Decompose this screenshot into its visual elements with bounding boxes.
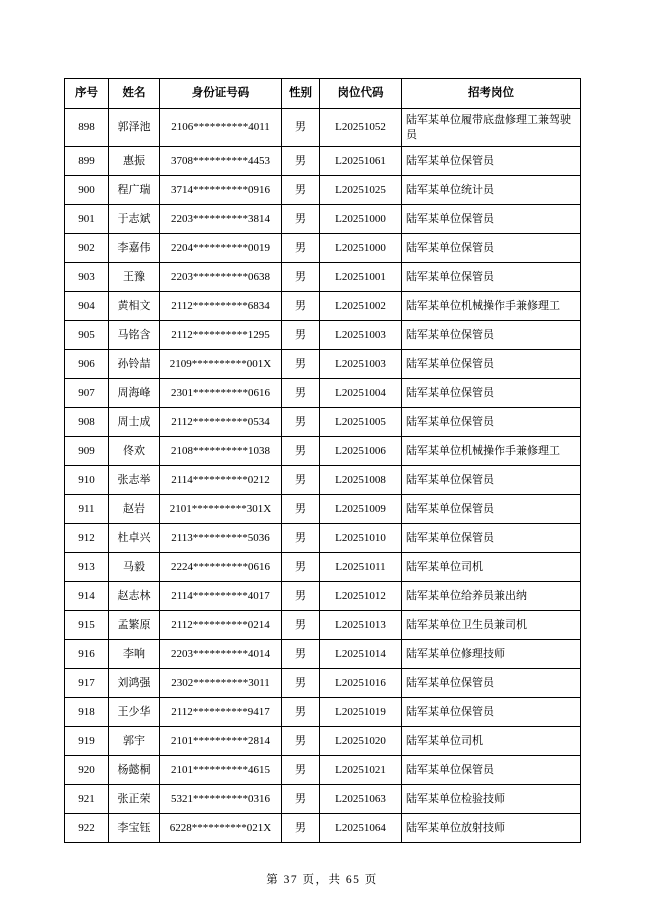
table-cell: 2112**********6834 [160, 292, 282, 321]
table-cell: 2114**********0212 [160, 466, 282, 495]
table-cell: L20251005 [320, 408, 402, 437]
table-cell: 杨懿桐 [109, 756, 160, 785]
table-cell: 2203**********0638 [160, 263, 282, 292]
table-cell: 男 [282, 524, 320, 553]
table-cell: 陆军某单位履带底盘修理工兼驾驶员 [402, 109, 581, 147]
table-cell: 陆军某单位保管员 [402, 379, 581, 408]
table-cell: 陆军某单位保管员 [402, 495, 581, 524]
table-cell: 陆军某单位司机 [402, 553, 581, 582]
table-row [65, 727, 581, 756]
column-header: 序号 [65, 79, 109, 109]
table-cell: 2106**********4011 [160, 109, 282, 147]
table-cell: 3714**********0916 [160, 176, 282, 205]
table-cell: 陆军某单位保管员 [402, 263, 581, 292]
table-cell: 陆军某单位保管员 [402, 321, 581, 350]
column-header: 性别 [282, 79, 320, 109]
table-cell: L20251012 [320, 582, 402, 611]
table-cell: 男 [282, 640, 320, 669]
table-cell: 佟欢 [109, 437, 160, 466]
table-cell: 2224**********0616 [160, 553, 282, 582]
table-cell: L20251025 [320, 176, 402, 205]
table-cell: 男 [282, 292, 320, 321]
table-cell: 陆军某单位机械操作手兼修理工 [402, 437, 581, 466]
table-row [65, 524, 581, 553]
table-cell: 于志斌 [109, 205, 160, 234]
table-cell: L20251011 [320, 553, 402, 582]
table-cell: 2114**********4017 [160, 582, 282, 611]
table-cell: 2101**********4615 [160, 756, 282, 785]
table-cell: 男 [282, 553, 320, 582]
table-cell: 郭宇 [109, 727, 160, 756]
table-cell: L20251001 [320, 263, 402, 292]
table-cell: 914 [65, 582, 109, 611]
table-cell: 王豫 [109, 263, 160, 292]
table-cell: 2204**********0019 [160, 234, 282, 263]
table-cell: 陆军某单位保管员 [402, 669, 581, 698]
table-cell: 周士成 [109, 408, 160, 437]
table-cell: 906 [65, 350, 109, 379]
table-cell: 陆军某单位保管员 [402, 234, 581, 263]
table-cell: 2112**********0214 [160, 611, 282, 640]
table-row [65, 109, 581, 147]
table-cell: 陆军某单位保管员 [402, 698, 581, 727]
table-cell: 2302**********3011 [160, 669, 282, 698]
table-cell: 郭泽池 [109, 109, 160, 147]
table-cell: 909 [65, 437, 109, 466]
table-header [65, 79, 581, 109]
table-cell: 陆军某单位保管员 [402, 147, 581, 176]
table-row [65, 640, 581, 669]
table-cell: 921 [65, 785, 109, 814]
table-row [65, 756, 581, 785]
table-cell: 5321**********0316 [160, 785, 282, 814]
table-cell: 马铭含 [109, 321, 160, 350]
table-cell: 陆军某单位保管员 [402, 350, 581, 379]
table-cell: 男 [282, 437, 320, 466]
table-row [65, 698, 581, 727]
table-cell: 912 [65, 524, 109, 553]
table-cell: 男 [282, 727, 320, 756]
table-cell: 911 [65, 495, 109, 524]
table-cell: 马毅 [109, 553, 160, 582]
table-cell: L20251052 [320, 109, 402, 147]
table-cell: 男 [282, 350, 320, 379]
table-cell: 901 [65, 205, 109, 234]
table-cell: 陆军某单位保管员 [402, 756, 581, 785]
table-cell: L20251019 [320, 698, 402, 727]
table-cell: 男 [282, 495, 320, 524]
table-cell: 902 [65, 234, 109, 263]
table-cell: 陆军某单位机械操作手兼修理工 [402, 292, 581, 321]
table-row [65, 611, 581, 640]
table-cell: 赵志林 [109, 582, 160, 611]
table-cell: 男 [282, 321, 320, 350]
table-cell: 陆军某单位卫生员兼司机 [402, 611, 581, 640]
table-row [65, 205, 581, 234]
table-cell: 898 [65, 109, 109, 147]
table-cell: 904 [65, 292, 109, 321]
table-cell: 男 [282, 109, 320, 147]
table-cell: 陆军某单位统计员 [402, 176, 581, 205]
table-cell: 黄相文 [109, 292, 160, 321]
table-cell: 922 [65, 814, 109, 843]
table-cell: 赵岩 [109, 495, 160, 524]
table-cell: 2108**********1038 [160, 437, 282, 466]
table-row [65, 176, 581, 205]
table-cell: 2101**********2814 [160, 727, 282, 756]
header-row [65, 79, 581, 109]
recruitment-table [64, 78, 581, 843]
table-cell: 2112**********9417 [160, 698, 282, 727]
table-row [65, 553, 581, 582]
table-cell: 陆军某单位给养员兼出纳 [402, 582, 581, 611]
table-cell: 899 [65, 147, 109, 176]
table-cell: 3708**********4453 [160, 147, 282, 176]
table-row [65, 582, 581, 611]
table-cell: 陆军某单位保管员 [402, 408, 581, 437]
table-cell: 2109**********001X [160, 350, 282, 379]
table-cell: 惠振 [109, 147, 160, 176]
column-header: 岗位代码 [320, 79, 402, 109]
table-cell: 男 [282, 408, 320, 437]
table-cell: L20251013 [320, 611, 402, 640]
table-row [65, 408, 581, 437]
table-cell: 男 [282, 785, 320, 814]
table-cell: 917 [65, 669, 109, 698]
table-cell: 张正荣 [109, 785, 160, 814]
table-row [65, 437, 581, 466]
table-cell: 男 [282, 205, 320, 234]
table-cell: 男 [282, 814, 320, 843]
table-cell: 张志举 [109, 466, 160, 495]
table-cell: L20251000 [320, 234, 402, 263]
table-cell: 陆军某单位放射技师 [402, 814, 581, 843]
table-cell: 刘鸿强 [109, 669, 160, 698]
table-cell: 陆军某单位检验技师 [402, 785, 581, 814]
table-cell: 孙铃喆 [109, 350, 160, 379]
table-cell: L20251008 [320, 466, 402, 495]
table-row [65, 234, 581, 263]
table-cell: 908 [65, 408, 109, 437]
table-cell: 2301**********0616 [160, 379, 282, 408]
table-cell: L20251009 [320, 495, 402, 524]
table-cell: 男 [282, 669, 320, 698]
table-cell: L20251063 [320, 785, 402, 814]
table-cell: 陆军某单位保管员 [402, 466, 581, 495]
table-cell: 男 [282, 698, 320, 727]
table-cell: 2112**********0534 [160, 408, 282, 437]
table-cell: 程广瑞 [109, 176, 160, 205]
table-cell: L20251004 [320, 379, 402, 408]
table-row [65, 147, 581, 176]
table-cell: L20251014 [320, 640, 402, 669]
page-number-footer: 第 37 页，共 65 页 [266, 874, 378, 886]
table-cell: 男 [282, 466, 320, 495]
table-cell: 2112**********1295 [160, 321, 282, 350]
table-cell: 913 [65, 553, 109, 582]
table-cell: L20251021 [320, 756, 402, 785]
table-cell: 918 [65, 698, 109, 727]
table-cell: 李嘉伟 [109, 234, 160, 263]
table-cell: 900 [65, 176, 109, 205]
table-cell: 李响 [109, 640, 160, 669]
table-cell: 903 [65, 263, 109, 292]
table-cell: 男 [282, 379, 320, 408]
table-cell: L20251003 [320, 350, 402, 379]
table-cell: 905 [65, 321, 109, 350]
column-header: 招考岗位 [402, 79, 581, 109]
table-cell: 男 [282, 611, 320, 640]
table-row [65, 350, 581, 379]
table-cell: 916 [65, 640, 109, 669]
table-body [65, 109, 581, 843]
table-cell: 2203**********4014 [160, 640, 282, 669]
table-cell: 男 [282, 147, 320, 176]
table-cell: L20251064 [320, 814, 402, 843]
table-cell: 910 [65, 466, 109, 495]
table-cell: 919 [65, 727, 109, 756]
table-cell: 陆军某单位保管员 [402, 205, 581, 234]
table-cell: 孟繁原 [109, 611, 160, 640]
table-cell: 杜卓兴 [109, 524, 160, 553]
table-cell: 陆军某单位修理技师 [402, 640, 581, 669]
table-row [65, 379, 581, 408]
table-row [65, 669, 581, 698]
table-row [65, 466, 581, 495]
table-cell: 李宝钰 [109, 814, 160, 843]
table-cell: 男 [282, 756, 320, 785]
table-cell: 2203**********3814 [160, 205, 282, 234]
table-cell: L20251010 [320, 524, 402, 553]
table-cell: 周海峰 [109, 379, 160, 408]
table-cell: 2101**********301X [160, 495, 282, 524]
table-cell: 2113**********5036 [160, 524, 282, 553]
table-row [65, 292, 581, 321]
table-row [65, 263, 581, 292]
table-cell: 915 [65, 611, 109, 640]
table-cell: 907 [65, 379, 109, 408]
table-cell: L20251020 [320, 727, 402, 756]
table-cell: L20251006 [320, 437, 402, 466]
column-header: 身份证号码 [160, 79, 282, 109]
table-row [65, 321, 581, 350]
table-cell: 男 [282, 582, 320, 611]
table-cell: 陆军某单位司机 [402, 727, 581, 756]
table-cell: 男 [282, 234, 320, 263]
table-cell: 男 [282, 176, 320, 205]
table-cell: 男 [282, 263, 320, 292]
table-row [65, 785, 581, 814]
table-cell: L20251016 [320, 669, 402, 698]
table-cell: 陆军某单位保管员 [402, 524, 581, 553]
table-cell: 920 [65, 756, 109, 785]
column-header: 姓名 [109, 79, 160, 109]
table-cell: L20251002 [320, 292, 402, 321]
table-cell: L20251000 [320, 205, 402, 234]
table-cell: 王少华 [109, 698, 160, 727]
table-cell: L20251061 [320, 147, 402, 176]
table-cell: L20251003 [320, 321, 402, 350]
table-row [65, 495, 581, 524]
table-cell: 6228**********021X [160, 814, 282, 843]
table-row [65, 814, 581, 843]
